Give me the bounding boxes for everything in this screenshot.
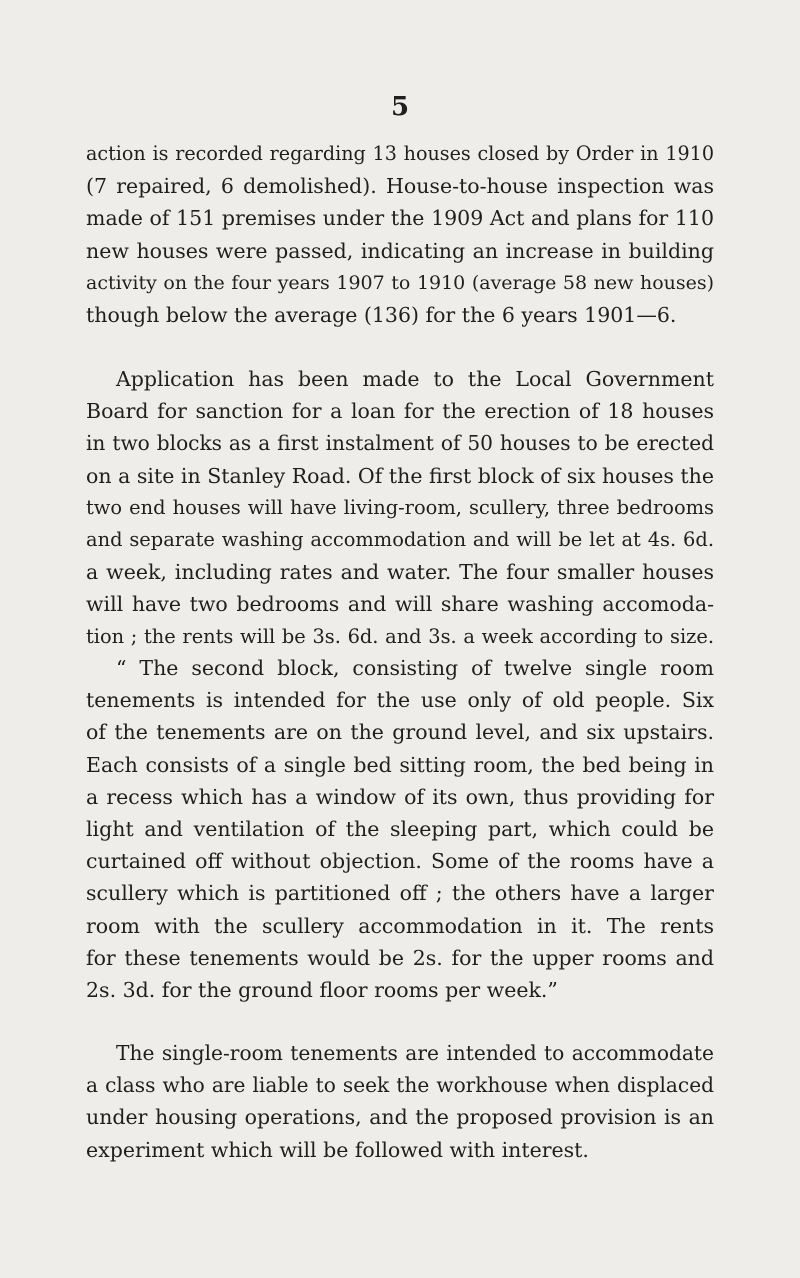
paragraph-4 — [86, 1037, 714, 1166]
text-line: of the tenements are on the ground level, and six upstairs. — [86, 720, 714, 745]
text-line: Each consists of a single bed sitting room, the bed being in — [86, 752, 714, 777]
paragraph-3 — [86, 652, 714, 1006]
text-line: room with the scullery accommodation in it. The rents — [86, 913, 714, 938]
text-line: tion ; the rents will be 3s. 6d. and 3s. a week according to size. — [86, 624, 714, 648]
text-line: will have two bedrooms and will share washing accomoda- — [86, 592, 714, 617]
text-line: made of 151 premises under the 1909 Act and plans for 110 — [86, 206, 714, 231]
text-line: curtained off without objection. Some of the rooms have a — [86, 849, 714, 874]
text-line: light and ventilation of the sleeping part, which could be — [86, 817, 714, 842]
paragraph-1 — [86, 138, 714, 331]
text-line: in two blocks as a first instalment of 50 houses to be erected — [86, 431, 714, 456]
paragraph-2 — [86, 363, 714, 653]
text-line: two end houses will have living-room, scullery, three bedrooms — [86, 495, 714, 519]
text-line: new houses were passed, indicating an increase in building — [86, 238, 714, 263]
text-line: Application has been made to the Local Government — [116, 367, 714, 391]
text-line: action is recorded regarding 13 houses closed by Order in 1910 — [86, 142, 714, 165]
text-line: The single-room tenements are intended to accommodate — [116, 1041, 714, 1065]
page-number: 5 — [390, 92, 410, 122]
text-line: activity on the four years 1907 to 1910 (average 58 new houses) — [86, 271, 714, 294]
text-line: Board for sanction for a loan for the erection of 18 houses — [86, 399, 714, 424]
text-line: under housing operations, and the proposed provision is an — [86, 1105, 714, 1130]
text-line: a recess which has a window of its own, thus providing for — [86, 784, 714, 809]
text-line: on a site in Stanley Road. Of the first block of six houses the — [86, 463, 714, 488]
text-line: for these tenements would be 2s. for the upper rooms and — [86, 945, 714, 970]
text-line: “ The second block, consisting of twelve single room — [116, 656, 714, 680]
text-line: a week, including rates and water. The four smaller houses — [86, 560, 714, 585]
text-line: experiment which will be followed with interest. — [86, 1137, 589, 1162]
text-line: scullery which is partitioned off ; the others have a larger — [86, 881, 714, 906]
text-line: 2s. 3d. for the ground floor rooms per week.” — [86, 978, 558, 1003]
text-line: (7 repaired, 6 demolished). House-to-house inspection was — [86, 174, 714, 199]
text-line: a class who are liable to seek the workhouse when displaced — [86, 1073, 714, 1098]
text-line: though below the average (136) for the 6 years 1901—6. — [86, 303, 677, 328]
text-line: and separate washing accommodation and will be let at 4s. 6d. — [86, 528, 714, 552]
text-line: tenements is intended for the use only of old people. Six — [86, 688, 714, 713]
